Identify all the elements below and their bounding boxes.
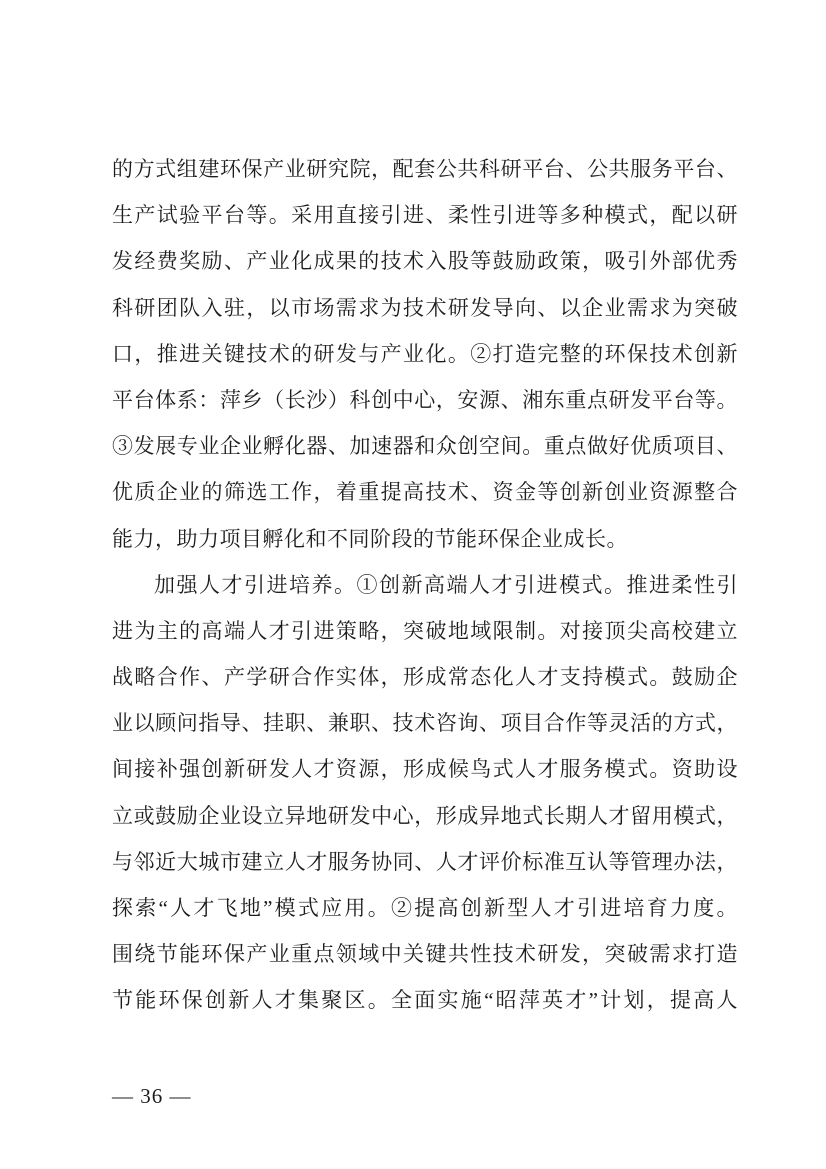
text-line: 业以顾问指导、挂职、兼职、技术咨询、项目合作等灵活的方式， (112, 711, 738, 736)
text-line: ③发展专业企业孵化器、加速器和众创空间。重点做好优质项目、 (112, 434, 738, 459)
text-line: 发经费奖励、产业化成果的技术入股等鼓励政策，吸引外部优秀 (112, 249, 738, 274)
paragraph-1 (112, 146, 738, 562)
text-line: 围绕节能环保产业重点领域中关键共性技术研发，突破需求打造 (112, 942, 738, 967)
text-line: 优质企业的筛选工作，着重提高技术、资金等创新创业资源整合 (112, 480, 738, 505)
text-line: 生产试验平台等。采用直接引进、柔性引进等多种模式，配以研 (112, 203, 738, 228)
page-number: — 36 — (112, 1084, 192, 1108)
text-block (112, 146, 738, 1024)
text-line: 能力，助力项目孵化和不同阶段的节能环保企业成长。 (112, 526, 628, 551)
text-line: 加强人才引进培养。①创新高端人才引进模式。推进柔性引 (154, 572, 738, 597)
text-line: 科研团队入驻，以市场需求为技术研发导向、以企业需求为突破 (112, 295, 738, 320)
text-line: 战略合作、产学研合作实体，形成常态化人才支持模式。鼓励企 (112, 665, 738, 690)
text-line: 探索“人才飞地”模式应用。②提高创新型人才引进培育力度。 (112, 896, 738, 920)
text-line: 口，推进关键技术的研发与产业化。②打造完整的环保技术创新 (112, 341, 738, 366)
text-line: 节能环保创新人才集聚区。全面实施“昭萍英才”计划，提高人 (112, 988, 738, 1013)
text-line: 平台体系：萍乡（长沙）科创中心，安源、湘东重点研发平台等。 (112, 387, 738, 412)
paragraph-2 (112, 562, 738, 1024)
text-line: 间接补强创新研发人才资源，形成候鸟式人才服务模式。资助设 (112, 757, 738, 782)
text-line: 立或鼓励企业设立异地研发中心，形成异地式长期人才留用模式， (112, 803, 738, 828)
text-line: 与邻近大城市建立人才服务协同、人才评价标准互认等管理办法， (112, 849, 738, 874)
text-line: 的方式组建环保产业研究院，配套公共科研平台、公共服务平台、 (112, 157, 738, 181)
text-line: 进为主的高端人才引进策略，突破地域限制。对接顶尖高校建立 (112, 618, 738, 643)
